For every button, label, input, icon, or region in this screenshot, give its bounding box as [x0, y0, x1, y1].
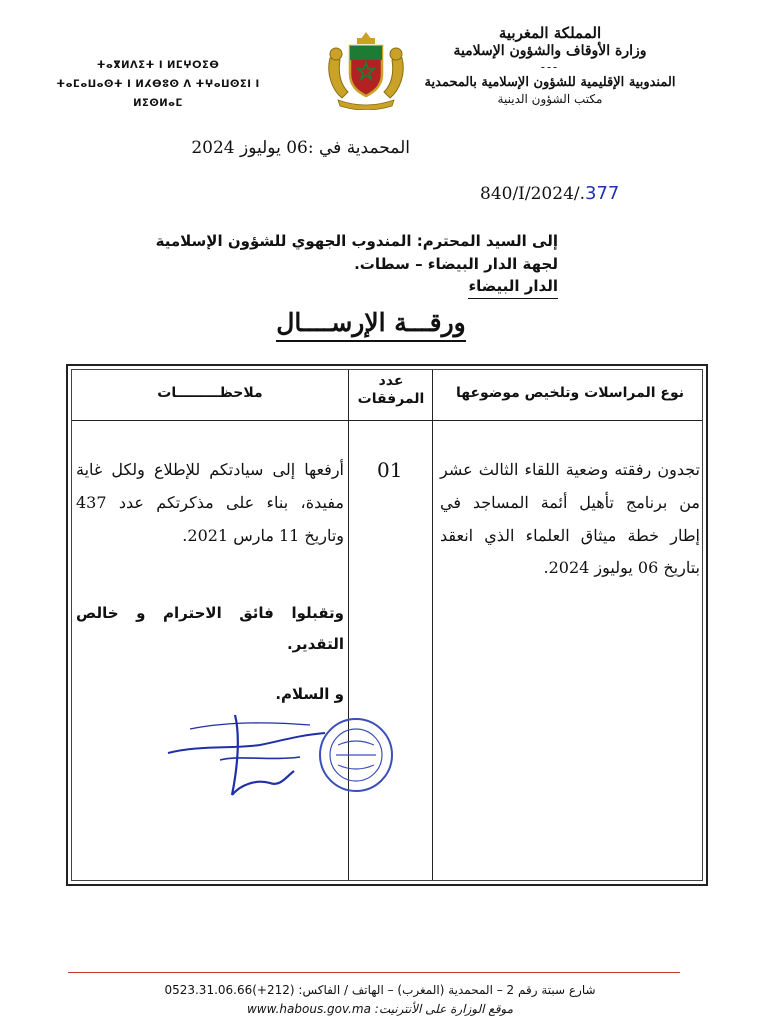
addressee-block — [138, 230, 558, 299]
header-notes: ملاحظـــــــــات — [157, 385, 263, 401]
column-divider-2 — [432, 370, 433, 880]
header-separator: --- — [540, 60, 560, 75]
stamp-and-signature — [160, 705, 400, 810]
cell-salutation: و السلام. — [275, 685, 344, 703]
cell-notes: أرفعها إلى سيادتكم للإطلاع ولكل غاية مفيدة، بناء على مذكرتكم عدد 437 وتاريخ 11 مارس 2021. — [76, 460, 344, 545]
header-subject: نوع المراسلات وتلخيص موضوعها — [455, 385, 685, 401]
tifinagh-line-2: ⵜⴰⵎⴰⵡⴰⵙⵜ ⵏ ⵍⵃⴱⵓⵙ ⴷ ⵜⵖⴰⵡⵙⵉⵏ ⵏ ⵍⵉⵙⵍⴰⵎ — [56, 79, 260, 109]
addressee-line-2: لجهة الدار البيضاء – سطات. — [354, 254, 558, 273]
reference-number — [480, 183, 619, 204]
office-name: مكتب الشؤون الدينية — [497, 91, 603, 106]
document-title-text: ورقـــة الإرســــال — [276, 308, 465, 342]
footer-website: موقع الوزارة على الأنترنيت: www.habous.gov.ma — [246, 1002, 514, 1016]
coat-of-arms-emblem — [320, 28, 412, 110]
footer-address: شارع سبتة رقم 2 – المحمدية (المغرب) – الهاتف / الفاكس: (212+)0523.31.06.66 — [164, 983, 596, 997]
delegation-name: المندوبية الإقليمية للشؤون الإسلامية بالمحمدية — [424, 75, 676, 91]
cell-subject: تجدون رفقته وضعية اللقاء الثالث عشر من برنامج تأهيل أئمة المساجد في إطار خطة ميثاق العلماء الذي انعقد بتاريخ 06 يوليوز 2024. — [440, 460, 700, 578]
kingdom-name: المملكة المغربية — [498, 24, 602, 42]
tifinagh-line-1: ⵜⴰⴳⵍⴷⵉⵜ ⵏ ⵍⵎⵖⵔⵉⴱ — [96, 60, 220, 71]
header-attachments: عدد المرفقات — [357, 373, 425, 407]
cell-closing: وتقبلوا فائق الاحترام و خالص التقدير. — [76, 604, 344, 653]
official-stamp — [320, 719, 392, 791]
ministry-name: وزارة الأوقاف والشؤون الإسلامية — [453, 42, 647, 59]
letter-date: المحمدية في :06 يوليوز 2024 — [191, 138, 410, 158]
handwritten-signature — [168, 715, 325, 795]
header-arabic — [420, 24, 680, 107]
footer-rule — [68, 972, 680, 973]
addressee-city: الدار البيضاء — [468, 275, 558, 299]
reference-handwritten: 377 — [585, 183, 620, 204]
header-divider — [72, 420, 702, 421]
addressee-line-1: إلى السيد المحترم: المندوب الجهوي للشؤون الإسلامية — [155, 232, 558, 250]
header-tifinagh — [38, 56, 278, 113]
document-title — [276, 308, 466, 337]
reference-printed: 840/I/2024/. — [480, 184, 586, 204]
cell-attachments: 01 — [377, 458, 403, 482]
